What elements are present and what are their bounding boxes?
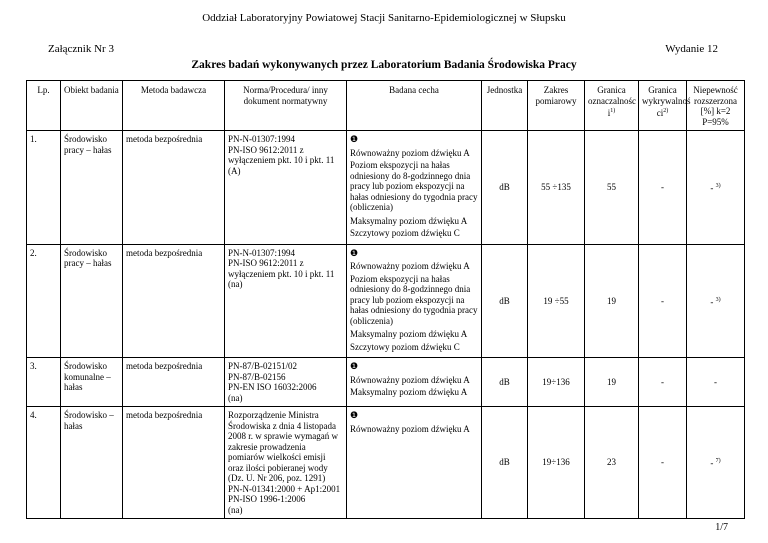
row-unit: dB — [482, 244, 528, 358]
col-feature: Badana cecha — [347, 81, 482, 131]
row-uncertainty: - $^{7)}$ — [687, 407, 745, 519]
row-object: Środowisko komunalne – hałas — [61, 358, 123, 407]
row-det-limit: 23 — [585, 407, 639, 519]
col-method: Metoda badawcza — [123, 81, 225, 131]
row-norm: PN-N-01307:1994 PN-ISO 9612:2011 z wyłączeniem pkt. 10 i pkt. 11 (na) — [225, 244, 347, 358]
row-detect-limit: - — [639, 407, 687, 519]
row-detect-limit: - — [639, 131, 687, 245]
row-feature: ❶ Równoważny poziom dźwięku A Poziom ekspozycji na hałas odniesiony do 8-godzinnego dnia pracy lub poziom ekspozycji na hałas odniesiony do tygodnia pracy (obliczenia) Maksymalny poziom dźwięku A Szczytowy poziom dźwięku C — [347, 131, 482, 245]
organization-header: Oddział Laboratoryjny Powiatowej Stacji Sanitarno-Epidemiologicznej w Słupsku — [202, 12, 566, 24]
row-object: Środowisko pracy – hałas — [61, 244, 123, 358]
table-row — [27, 407, 745, 519]
row-norm: PN-87/B-02151/02 PN-87/B-02156 PN-EN ISO 16032:2006 (na) — [225, 358, 347, 407]
marker-icon: ❶ — [350, 134, 359, 144]
table-header-row — [27, 81, 745, 131]
row-range: 19 ÷55 — [528, 244, 585, 358]
row-feature: ❶ Równoważny poziom dźwięku A — [347, 407, 482, 519]
row-feature: ❶ Równoważny poziom dźwięku A Poziom ekspozycji na hałas odniesiony do 8-godzinnego dnia pracy lub poziom ekspozycji na hałas odniesiony do tygodnia pracy (obliczenia) Maksymalny poziom dźwięku A Szczytowy poziom dźwięku C — [347, 244, 482, 358]
table-row — [27, 244, 745, 358]
row-method: metoda bezpośrednia — [123, 131, 225, 245]
marker-icon: ❶ — [350, 410, 359, 420]
row-lp: 1. — [27, 131, 61, 245]
row-range: 19÷136 — [528, 358, 585, 407]
row-method: metoda bezpośrednia — [123, 407, 225, 519]
page-number: 1/7 — [715, 522, 728, 533]
row-object: Środowisko pracy – hałas — [61, 131, 123, 245]
row-unit: dB — [482, 131, 528, 245]
annex-label: Załącznik Nr 3 — [48, 43, 114, 55]
row-detect-limit: - — [639, 358, 687, 407]
col-detect-limit: Granica wykrywalnoś $ci^{2)}$ — [639, 81, 687, 131]
row-lp: 2. — [27, 244, 61, 358]
document-title: Zakres badań wykonywanych przez Laboratorium Badania Środowiska Pracy — [191, 59, 577, 71]
row-object: Środowisko – hałas — [61, 407, 123, 519]
row-range: 19÷136 — [528, 407, 585, 519]
row-unit: dB — [482, 407, 528, 519]
col-object: Obiekt badania — [61, 81, 123, 131]
row-det-limit: 19 — [585, 244, 639, 358]
col-det-limit: Granica oznaczalnośc $i^{1)}$ — [585, 81, 639, 131]
row-feature: ❶ Równoważny poziom dźwięku A Maksymalny poziom dźwięku A — [347, 358, 482, 407]
row-method: metoda bezpośrednia — [123, 358, 225, 407]
row-lp: 4. — [27, 407, 61, 519]
row-norm: PN-N-01307:1994 PN-ISO 9612:2011 z wyłączeniem pkt. 10 i pkt. 11 (A) — [225, 131, 347, 245]
row-det-limit: 19 — [585, 358, 639, 407]
col-range: Zakres pomiarowy — [528, 81, 585, 131]
marker-icon: ❶ — [350, 247, 359, 258]
col-lp: Lp. — [27, 81, 61, 131]
row-unit: dB — [482, 358, 528, 407]
row-method: metoda bezpośrednia — [123, 244, 225, 358]
row-uncertainty: - $^{3)}$ — [687, 244, 745, 358]
row-lp: 3. — [27, 358, 61, 407]
table-row — [27, 131, 745, 245]
row-uncertainty: - $^{3)}$ — [687, 131, 745, 245]
row-uncertainty: - — [687, 358, 745, 407]
edition-label: Wydanie 12 — [665, 43, 718, 55]
row-norm: Rozporządzenie Ministra Środowiska z dnia 4 listopada 2008 r. w sprawie wymagań w zakresie prowadzenia pomiarów wielkości emisji oraz ilości pobieranej wody (Dz. U. Nr 206, poz. 1291) PN-N-01341:2000 + Ap1:2001 PN-ISO 1996-1:2006 (na) — [225, 407, 347, 519]
scope-table — [26, 80, 745, 519]
row-det-limit: 55 — [585, 131, 639, 245]
col-uncertainty: Niepewność rozszerzona [%] k=2 P=95% — [687, 81, 745, 131]
marker-icon: ❶ — [350, 361, 359, 371]
table-row — [27, 358, 745, 407]
row-range: 55 ÷135 — [528, 131, 585, 245]
col-norm: Norma/Procedura/ inny dokument normatywny — [225, 81, 347, 131]
col-unit: Jednostka — [482, 81, 528, 131]
row-detect-limit: - — [639, 244, 687, 358]
